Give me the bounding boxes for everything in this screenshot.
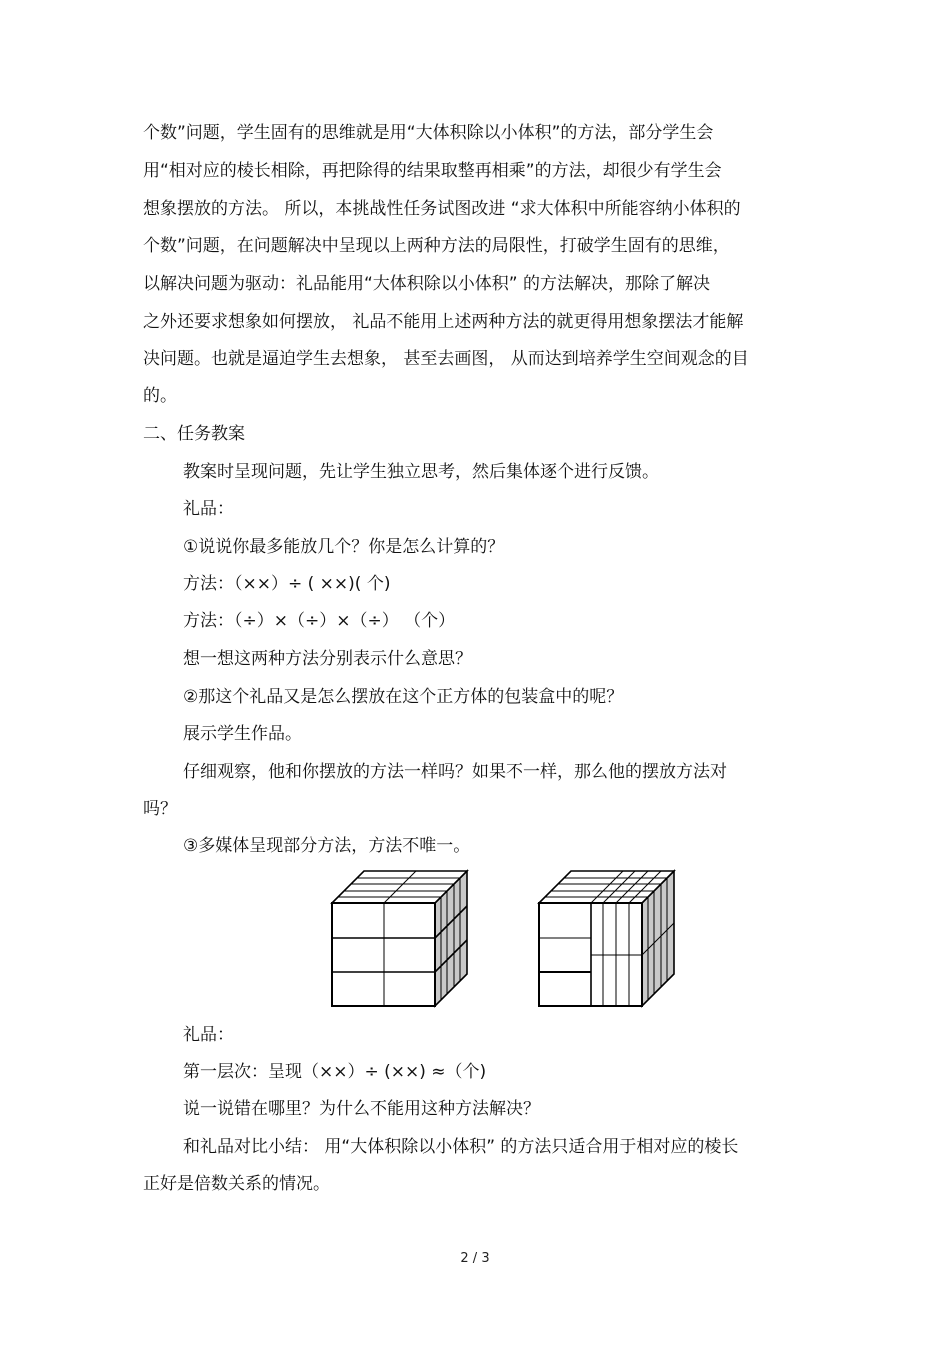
task-line: 教案时呈现问题，先让学生独立思考，然后集体逐个进行反馈。 — [183, 462, 659, 482]
task-line: 方法：（÷）×（÷）×（÷） （个） — [183, 611, 456, 631]
after-line: 说一说错在哪里？为什么不能用这种方法解决？ — [183, 1099, 540, 1119]
after-line: 第一层次：呈现（××）÷ (××) ≈（个) — [183, 1062, 487, 1082]
section-heading: 二、任务教案 — [143, 424, 245, 444]
cube-diagrams — [330, 866, 680, 1012]
multimedia-line: ③多媒体呈现部分方法，方法不唯一。 — [183, 836, 471, 856]
page-number: 2 / 3 — [460, 1251, 490, 1266]
cube-diagram-right — [539, 871, 674, 1006]
after-line: 和礼品对比小结： 用“大体积除以小体积” 的方法只适合用于相对应的棱长 — [183, 1137, 739, 1157]
task-line: 方法：（××）÷ ( ××)( 个) — [183, 574, 391, 594]
task-line: 礼品： — [183, 499, 234, 519]
task-line: ②那这个礼品又是怎么摆放在这个正方体的包装盒中的呢？ — [183, 687, 624, 707]
paragraph-line: 用“相对应的棱长相除，再把除得的结果取整再相乘”的方法，却很少有学生会 — [143, 161, 722, 181]
task-line: ①说说你最多能放几个？你是怎么计算的？ — [183, 537, 505, 557]
after-line: 礼品： — [183, 1025, 234, 1045]
task-line: 展示学生作品。 — [183, 724, 302, 744]
paragraph-line: 的。 — [143, 386, 177, 406]
cube-diagram-left — [332, 871, 467, 1006]
paragraph-line: 个数”问题，学生固有的思维就是用“大体积除以小体积”的方法，部分学生会 — [143, 123, 714, 143]
after-line-wrap: 正好是倍数关系的情况。 — [143, 1174, 330, 1194]
paragraph-line: 想象摆放的方法。 所以，本挑战性任务试图改进 “求大体积中所能容纳小体积的 — [143, 199, 741, 219]
paragraph-line: 以解决问题为驱动：礼品能用“大体积除以小体积” 的方法解决，那除了解决 — [143, 274, 711, 294]
task-line: 仔细观察，他和你摆放的方法一样吗？如果不一样，那么他的摆放方法对 — [183, 762, 727, 782]
paragraph-line: 之外还要求想象如何摆放， 礼品不能用上述两种方法的就更得用想象摆法才能解 — [143, 312, 744, 332]
paragraph-line: 个数”问题，在问题解决中呈现以上两种方法的局限性，打破学生固有的思维， — [143, 236, 730, 256]
task-line-wrap: 吗？ — [143, 799, 177, 819]
task-line: 想一想这两种方法分别表示什么意思？ — [183, 649, 472, 669]
paragraph-line: 决问题。也就是逼迫学生去想象， 甚至去画图， 从而达到培养学生空间观念的目 — [143, 349, 749, 369]
